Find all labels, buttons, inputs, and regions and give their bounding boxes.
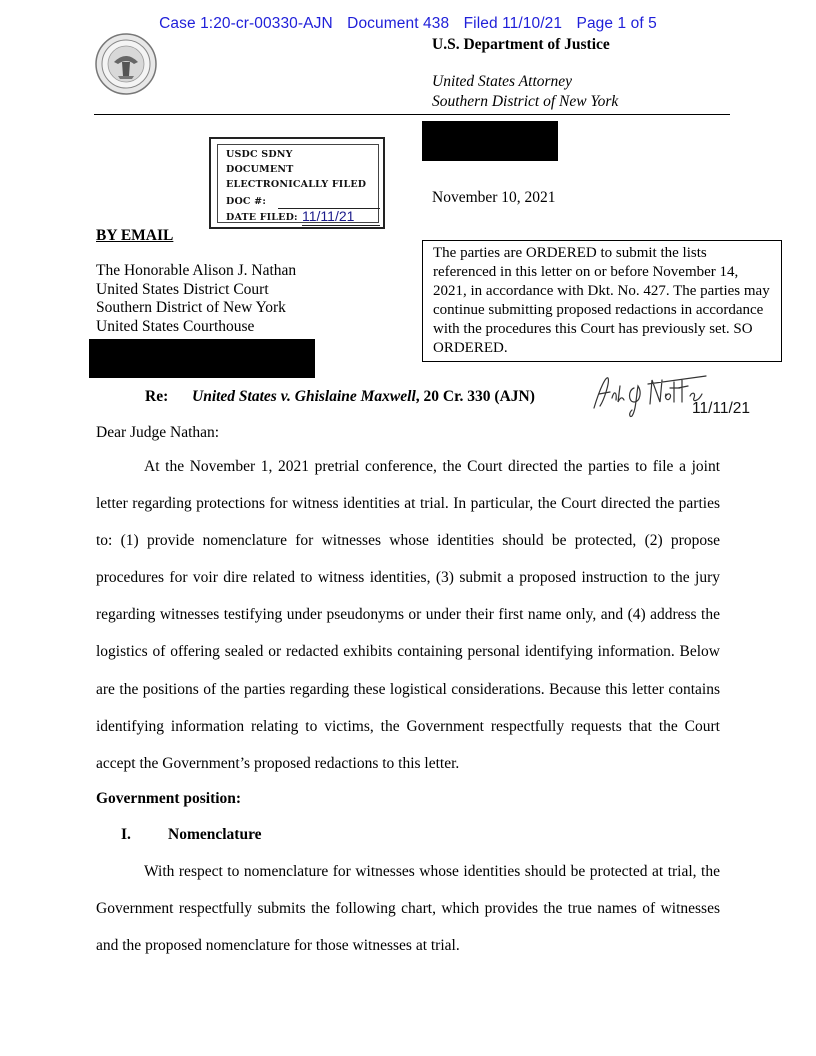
office-line-1: United States Attorney bbox=[432, 73, 573, 90]
usdc-filed-stamp bbox=[209, 137, 385, 229]
redaction-block bbox=[422, 121, 558, 161]
doj-seal-icon bbox=[94, 32, 158, 96]
ecf-header bbox=[0, 15, 816, 33]
addressee-district: Southern District of New York bbox=[96, 299, 286, 316]
addressee-court: United States District Court bbox=[96, 281, 269, 298]
body-paragraph: With respect to nomenclature for witnesses whose identities should be protected at trial, the Government respectfully submits the following chart, which provides the true names of witnesses and the proposed nomenclature for those witnesses at trial. bbox=[96, 863, 720, 955]
redaction-block bbox=[89, 339, 315, 378]
case-number: Case 1:20-cr-00330-AJN bbox=[159, 15, 333, 32]
letter-date: November 10, 2021 bbox=[432, 189, 556, 206]
case-name: United States v. Ghislaine Maxwell bbox=[192, 388, 416, 405]
delivery-method: BY EMAIL bbox=[96, 227, 174, 244]
section-number: I. bbox=[121, 826, 131, 843]
addressee-name: The Honorable Alison J. Nathan bbox=[96, 262, 297, 279]
filed-date: Filed 11/10/21 bbox=[463, 15, 563, 32]
stamp-electronically-filed: ELECTRONICALLY FILED bbox=[226, 179, 367, 190]
section-heading: Government position: bbox=[96, 790, 242, 807]
stamp-inner-border bbox=[217, 144, 379, 223]
section-title: Nomenclature bbox=[168, 826, 262, 843]
re-label: Re: bbox=[145, 388, 169, 405]
page-indicator: Page 1 of 5 bbox=[576, 15, 657, 32]
department-title: U.S. Department of Justice bbox=[432, 36, 610, 53]
addressee-building: United States Courthouse bbox=[96, 318, 255, 335]
stamp-doc-number-label: DOC #: bbox=[226, 196, 267, 207]
case-docket: , 20 Cr. 330 (AJN) bbox=[415, 388, 535, 405]
court-order-endorsement: The parties are ORDERED to submit the lists referenced in this letter on or before November 14, 2021, in accordance with Dkt. No. 427. The parties may continue submitting proposed redactions in accordance with the procedures this Court has previously set. SO ORDERED. bbox=[422, 240, 782, 362]
stamp-date-value: 11/11/21 bbox=[302, 208, 355, 224]
re-subject bbox=[192, 388, 535, 406]
stamp-document: DOCUMENT bbox=[226, 164, 294, 175]
salutation: Dear Judge Nathan: bbox=[96, 424, 220, 441]
signature-date: 11/11/21 bbox=[692, 400, 751, 417]
stamp-court: USDC SDNY bbox=[226, 149, 293, 160]
letterhead-divider bbox=[94, 114, 730, 115]
document-number: Document 438 bbox=[347, 15, 450, 32]
stamp-date-underline bbox=[302, 225, 380, 226]
body-paragraph: At the November 1, 2021 pretrial conference, the Court directed the parties to file a joint letter regarding protections for witness identities at trial. In particular, the Court directed the parties to: (1) provide nomenclature for witnesses whose identities should be protected, (2) propose procedures for voir dire related to witness identities, (3) submit a proposed instruction to the jury regarding witnesses testifying under pseudonyms or under their first name only, and (4) address the logistics of offering sealed or redacted exhibits containing personal identifying information. Below are the positions of the parties regarding these logistical considerations. Because this letter contains identifying information relating to victims, the Government respectfully requests that the Court accept the Government’s proposed redactions to this letter. bbox=[96, 458, 720, 772]
stamp-date-filed-label: DATE FILED: bbox=[226, 212, 298, 223]
office-line-2: Southern District of New York bbox=[432, 93, 619, 110]
